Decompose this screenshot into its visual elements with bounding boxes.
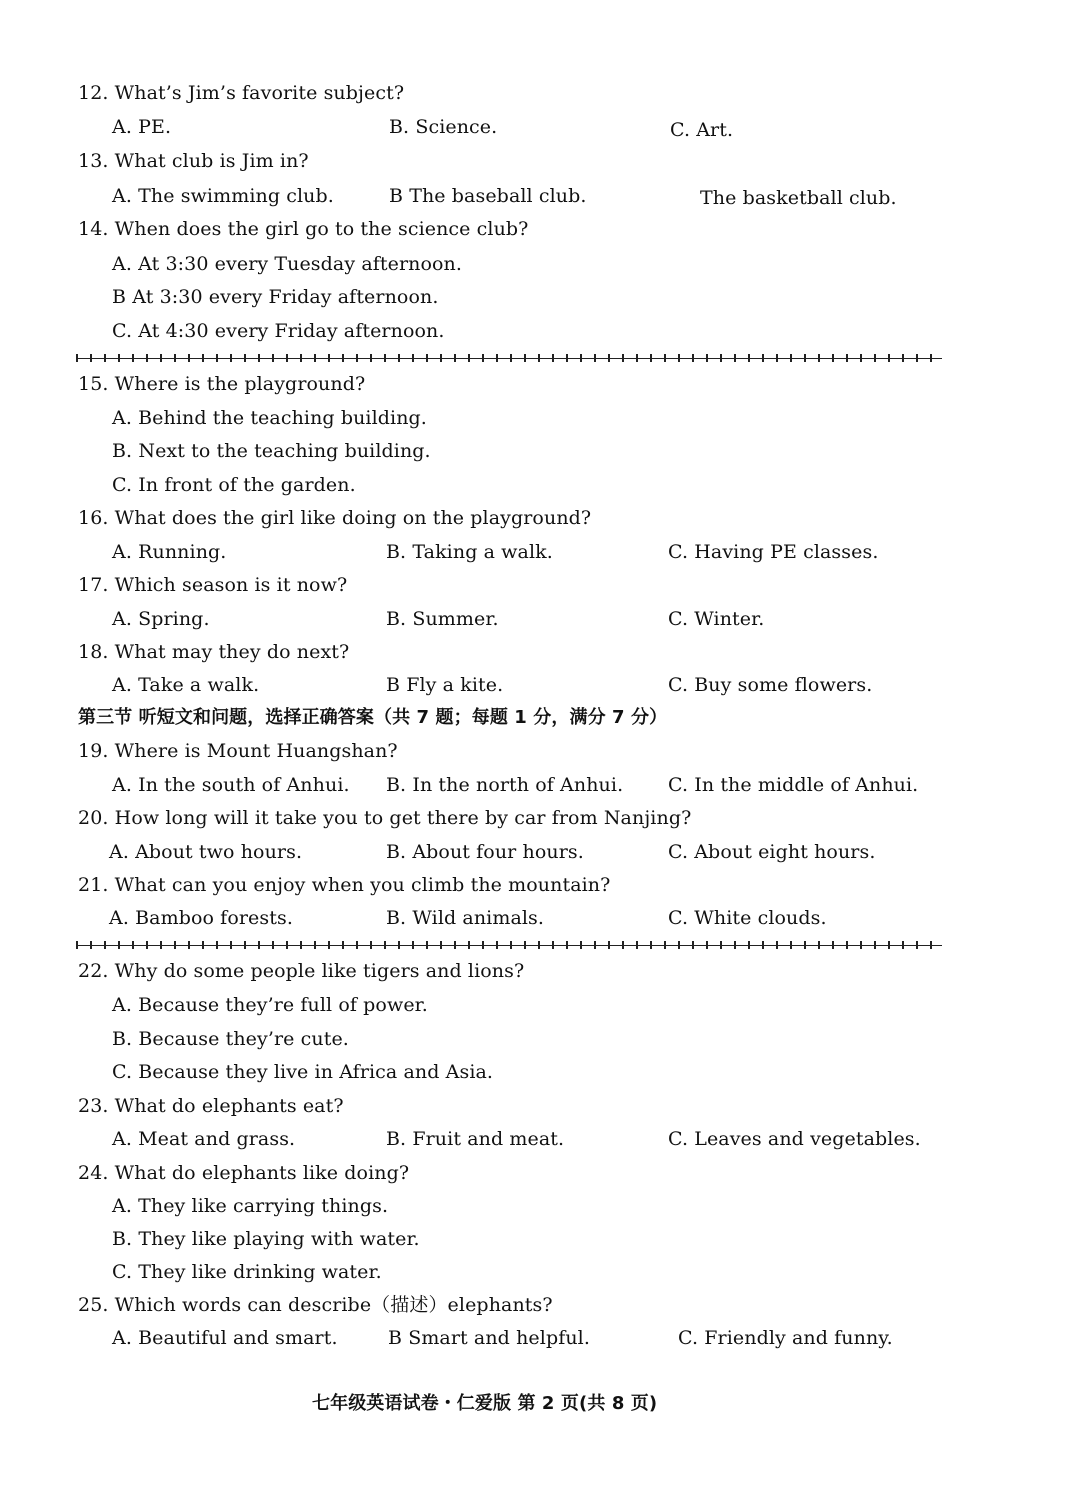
question-18-option-c: C. Buy some flowers. [668,674,873,696]
question-20-option-b: B. About four hours. [386,841,584,863]
question-24-stem: 24. What do elephants like doing? [78,1162,410,1184]
question-20-option-c: C. About eight hours. [668,841,876,863]
question-21-option-b: B. Wild animals. [386,907,545,929]
question-14-stem: 14. When does the girl go to the science club? [78,218,529,240]
question-22-option-a: A. Because they’re full of power. [112,994,428,1016]
question-20-option-a: A. About two hours. [109,841,303,863]
page-footer: 七年级英语试卷・仁爱版 第 2 页(共 8 页) [312,1393,658,1414]
question-16-option-b: B. Taking a walk. [386,541,553,563]
question-19-option-b: B. In the north of Anhui. [386,774,624,796]
question-16-option-a: A. Running. [112,541,227,563]
question-21-option-c: C. White clouds. [668,907,827,929]
question-14-option-c: C. At 4:30 every Friday afternoon. [112,320,445,342]
question-12-option-a: A. PE. [112,116,172,138]
question-17-option-c: C. Winter. [668,608,765,630]
question-17-option-a: A. Spring. [112,608,210,630]
question-21-option-a: A. Bamboo forests. [109,907,293,929]
question-17-option-b: B. Summer. [386,608,499,630]
question-19-option-c: C. In the middle of Anhui. [668,774,919,796]
question-25-option-b: B Smart and helpful. [388,1327,590,1349]
question-17-stem: 17. Which season is it now? [78,574,348,596]
question-22-option-b: B. Because they’re cute. [112,1028,349,1050]
question-15-option-a: A. Behind the teaching building. [112,407,427,429]
question-19-option-a: A. In the south of Anhui. [112,774,350,796]
question-14-option-b: B At 3:30 every Friday afternoon. [112,286,439,308]
question-15-option-c: C. In front of the garden. [112,474,356,496]
question-23-option-c: C. Leaves and vegetables. [668,1128,921,1150]
question-18-stem: 18. What may they do next? [78,641,350,663]
question-23-option-b: B. Fruit and meat. [386,1128,565,1150]
question-16-stem: 16. What does the girl like doing on the playground? [78,507,592,529]
question-24-option-c: C. They like drinking water. [112,1261,382,1283]
question-19-stem: 19. Where is Mount Huangshan? [78,740,398,762]
question-16-option-c: C. Having PE classes. [668,541,879,563]
question-12-option-b: B. Science. [389,116,498,138]
question-23-stem: 23. What do elephants eat? [78,1095,344,1117]
question-22-option-c: C. Because they live in Africa and Asia. [112,1061,494,1083]
question-25-stem: 25. Which words can describe（描述）elephants? [78,1294,553,1316]
question-14-option-a: A. At 3:30 every Tuesday afternoon. [112,253,463,275]
dashed-separator-line [76,941,942,951]
question-23-option-a: A. Meat and grass. [112,1128,296,1150]
question-15-option-b: B. Next to the teaching building. [112,440,431,462]
question-25-option-c: C. Friendly and funny. [678,1327,893,1349]
question-25-option-a: A. Beautiful and smart. [112,1327,338,1349]
question-18-option-b: B Fly a kite. [386,674,504,696]
question-13-option-b: B The baseball club. [389,185,587,207]
question-13-option-c: The basketball club. [700,187,897,209]
question-22-stem: 22. Why do some people like tigers and lions? [78,960,525,982]
question-13-option-a: A. The swimming club. [112,185,334,207]
question-24-option-a: A. They like carrying things. [112,1195,389,1217]
dashed-separator-line [76,354,942,364]
question-13-stem: 13. What club is Jim in? [78,150,309,172]
question-12-stem: 12. What’s Jim’s favorite subject? [78,82,405,104]
question-21-stem: 21. What can you enjoy when you climb the mountain? [78,874,611,896]
question-24-option-b: B. They like playing with water. [112,1228,420,1250]
section-3-heading: 第三节 听短文和问题，选择正确答案（共 7 题；每题 1 分，满分 7 分） [78,707,668,728]
question-12-option-c: C. Art. [670,119,734,141]
question-20-stem: 20. How long will it take you to get there by car from Nanjing? [78,807,692,829]
question-18-option-a: A. Take a walk. [112,674,260,696]
question-15-stem: 15. Where is the playground? [78,373,366,395]
